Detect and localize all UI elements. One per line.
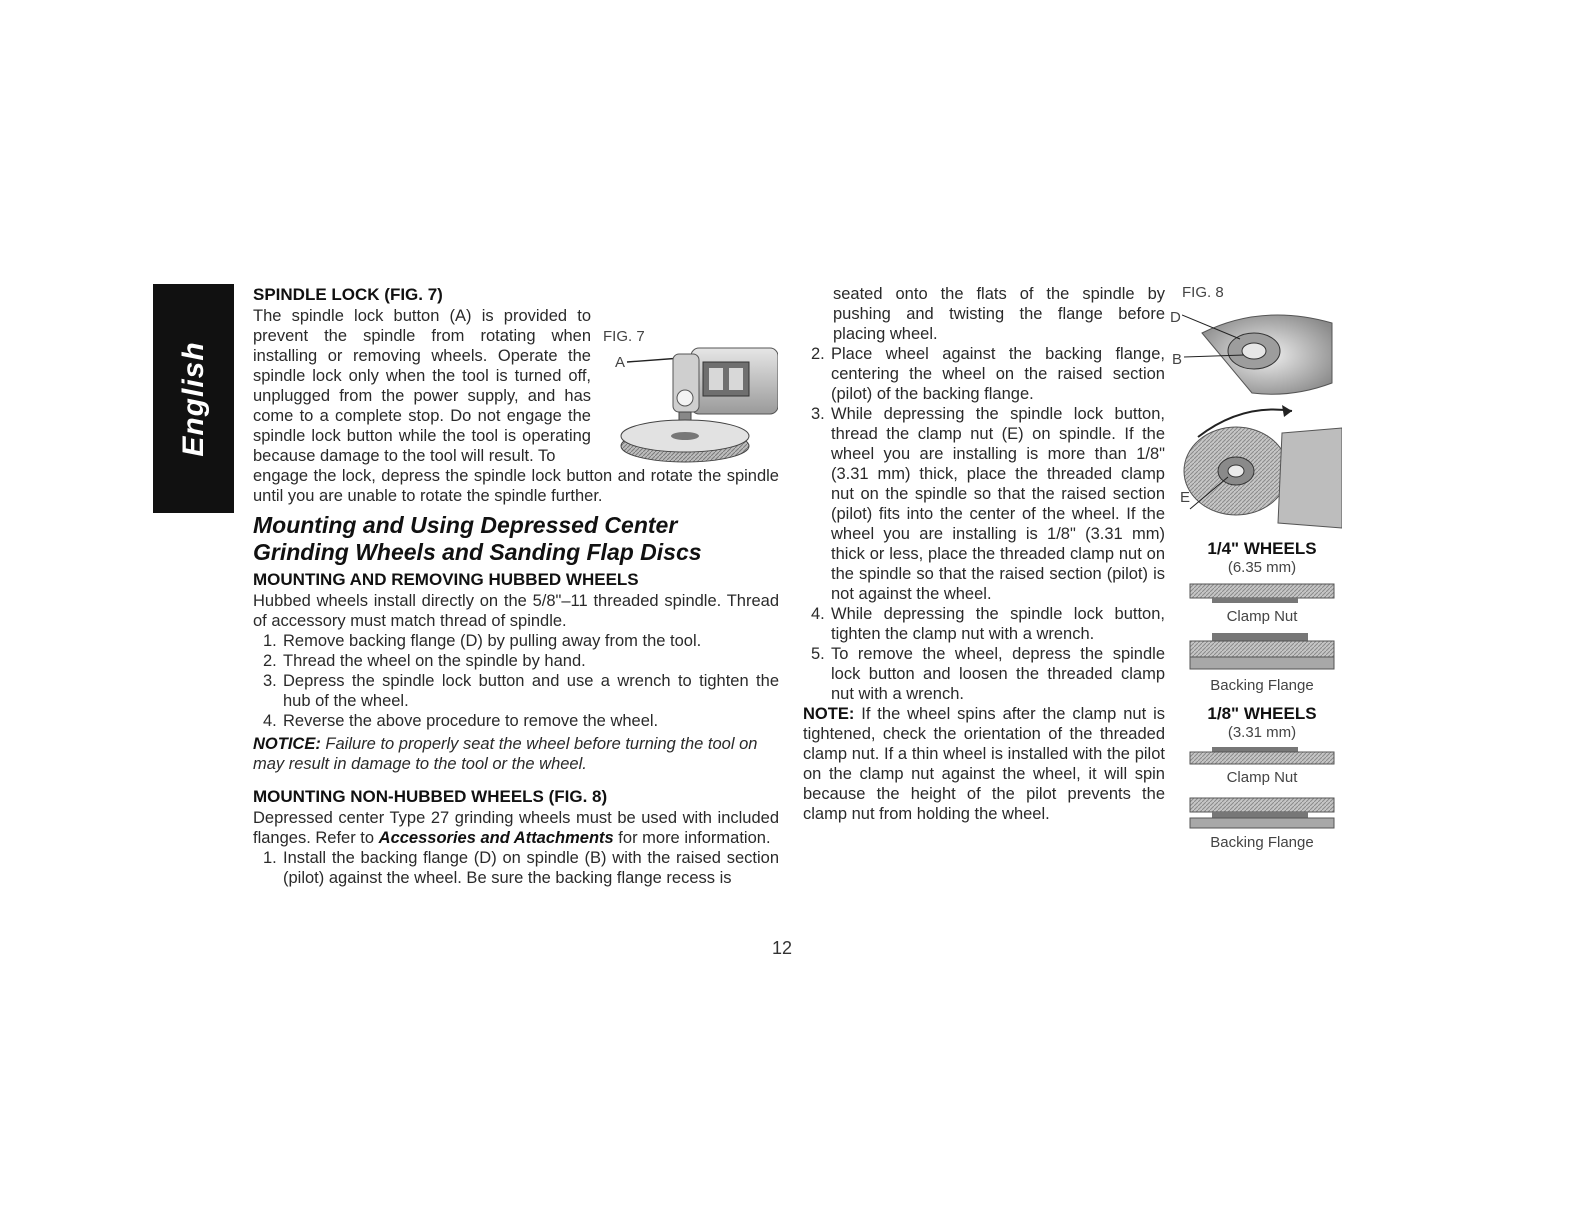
list-item: 3. Depress the spindle lock button and use a wrench to tighten the hub of the wheel.: [263, 672, 779, 710]
list-item: 2. Thread the wheel on the spindle by hand.: [263, 652, 586, 670]
callout-d: D: [1170, 309, 1181, 326]
hubbed-intro: Hubbed wheels install directly on the 5/8"–11 threaded spindle. Thread of accessory must match thread of spindle.: [253, 592, 779, 630]
list-item: 2. Place wheel against the backing flange, centering the wheel on the raised section (pilot) of the backing flange.: [811, 345, 1165, 403]
eighth-backing-flange-icon: [1182, 794, 1342, 832]
non-hubbed-intro: Depressed center Type 27 grinding wheels must be used with included flanges. Refer to Accessories and Attachments for more information.: [253, 809, 779, 847]
eighth-backing-flange-label: Backing Flange: [1210, 834, 1314, 851]
list-item: 3. While depressing the spindle lock button, thread the clamp nut (E) on spindle. If the wheel you are installing is more than 1/8" (3.31 mm) thick, place the threaded clamp nut on the spindle so that the raised section (pilot) fits into the center of the wheel. If the wheel you are installing is 1/8" (3.31 mm) thick or less, place the threaded clamp nut on the spindle so that the raised section (pilot) is not against the wheel.: [811, 405, 1165, 603]
quarter-clamp-nut-label: Clamp Nut: [1226, 608, 1298, 625]
middle-column: [803, 284, 1165, 824]
note-label: NOTE:: [803, 705, 855, 723]
callout-a: A: [615, 354, 626, 371]
eighth-wheels-heading: 1/8" WHEELS: [1207, 704, 1317, 723]
quarter-wheels-heading: 1/4" WHEELS: [1207, 539, 1317, 558]
left-column: [253, 284, 779, 888]
spindle-lock-paragraph-cont: engage the lock, depress the spindle lock button and rotate the spindle until you are unable to rotate the spindle further.: [253, 467, 779, 505]
mounting-heading: Mounting and Using Depressed Center Grinding Wheels and Sanding Flap Discs: [253, 512, 702, 565]
figure-8-label: FIG. 8: [1182, 284, 1224, 301]
step1-continuation: seated onto the flats of the spindle by pushing and twisting the flange before placing wheel.: [833, 285, 1165, 343]
list-item: 1. Remove backing flange (D) by pulling away from the tool.: [263, 632, 702, 650]
quarter-wheels-mm: (6.35 mm): [1227, 559, 1297, 576]
notice-text: Failure to properly seat the wheel before turning the tool on may result in damage to the tool or the wheel.: [253, 735, 758, 773]
eighth-clamp-nut-label: Clamp Nut: [1226, 769, 1298, 786]
note-text: If the wheel spins after the clamp nut is tightened, check the orientation of the threaded clamp nut. If a thin wheel is installed with the pilot on the clamp nut against the wheel, it will spin because the height of the pilot prevents the clamp nut from holding the wheel.: [803, 705, 1165, 823]
quarter-backing-flange-label: Backing Flange: [1210, 677, 1314, 694]
callout-b: B: [1172, 351, 1183, 368]
figure-7-label: FIG. 7: [603, 328, 645, 345]
angle-grinder-illustration: [603, 328, 778, 476]
quarter-clamp-nut-icon: [1182, 580, 1342, 606]
figure-8-column: [1170, 284, 1342, 851]
language-tab: [153, 284, 234, 513]
hubbed-wheels-heading: MOUNTING AND REMOVING HUBBED WHEELS: [253, 570, 639, 589]
spindle-lock-heading: SPINDLE LOCK (FIG. 7): [253, 285, 443, 304]
hubbed-steps: [253, 631, 779, 731]
non-hubbed-steps-part2: [801, 344, 1165, 704]
figure-8: [1170, 303, 1342, 533]
eighth-wheels-mm: (3.31 mm): [1227, 724, 1297, 741]
notice-label: NOTICE:: [253, 735, 321, 753]
list-item: 5. To remove the wheel, depress the spindle lock button and loosen the threaded clamp nut with a wrench.: [811, 645, 1165, 703]
list-item: 1. Install the backing flange (D) on spindle (B) with the raised section (pilot) against the wheel. Be sure the backing flange recess is: [263, 849, 779, 887]
eighth-clamp-nut-icon: [1182, 745, 1342, 767]
callout-e: E: [1180, 489, 1191, 506]
spindle-lock-block: [253, 306, 779, 506]
spindle-lock-paragraph: The spindle lock button (A) is provided to prevent the spindle from rotating when installing or removing wheels. Operate the spindle lock only when the tool is turned off, unplugged from the power supply, and has come to a complete stop. Do not engage the spindle lock button while the tool is operating because damage to the tool will result. To: [253, 307, 591, 465]
list-item: 4. While depressing the spindle lock button, tighten the clamp nut with a wrench.: [811, 605, 1165, 643]
page-number: 12: [772, 938, 793, 958]
language-label: English: [176, 340, 210, 457]
notice: [253, 734, 779, 774]
non-hubbed-steps-part1: [253, 848, 779, 888]
figure-7: [603, 328, 778, 476]
flange-mounting-illustration: [1182, 303, 1342, 533]
non-hubbed-heading: MOUNTING NON-HUBBED WHEELS (FIG. 8): [253, 787, 608, 806]
quarter-backing-flange-icon: [1182, 631, 1342, 675]
note: [803, 704, 1165, 824]
list-item: 4. Reverse the above procedure to remove the wheel.: [263, 712, 659, 730]
accessories-reference: Accessories and Attachments: [378, 829, 614, 847]
